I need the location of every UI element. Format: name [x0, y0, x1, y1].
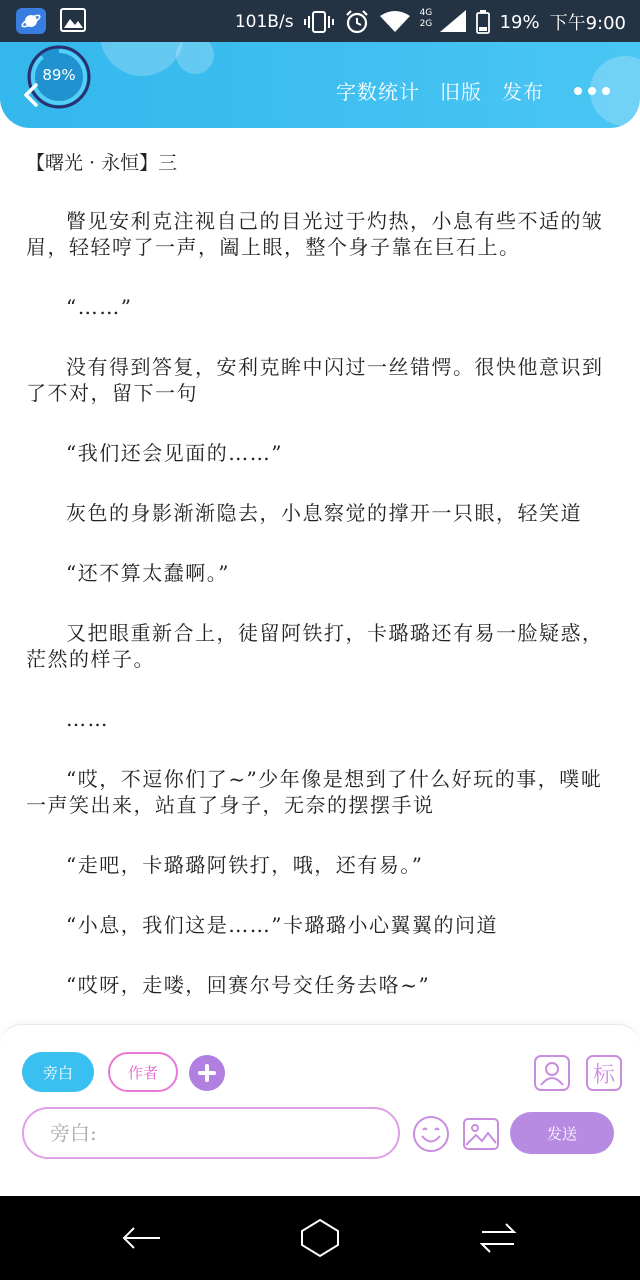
character-card-icon[interactable] [534, 1055, 570, 1091]
word-count-button[interactable]: 字数统计 [336, 80, 420, 104]
paragraph-list [26, 208, 616, 1058]
emoji-icon[interactable] [412, 1115, 450, 1153]
recent-apps-nav-icon[interactable] [476, 1218, 520, 1258]
story-paragraph: “……” [66, 295, 133, 319]
story-paragraph: 又把眼重新合上，徒留阿铁打，卡璐璐还有易一脸疑惑，茫然的样子。 [26, 621, 604, 671]
message-input[interactable] [22, 1107, 400, 1159]
story-paragraph: …… [66, 707, 109, 731]
send-button[interactable]: 发送 [510, 1112, 614, 1154]
navigation-bar [0, 1196, 640, 1280]
publish-button[interactable]: 发布 [502, 80, 544, 104]
story-paragraph: “还不算太蠢啊。” [66, 561, 230, 585]
story-paragraph: “哎呀，走喽，回赛尔号交任务去咯~” [66, 973, 431, 997]
more-icon[interactable] [574, 87, 610, 95]
alarm-icon [344, 10, 370, 34]
battery-icon [476, 10, 490, 34]
vibrate-icon [304, 10, 334, 34]
app-notification-icon [16, 8, 46, 34]
tag-icon[interactable]: 标 [586, 1055, 622, 1091]
progress-percent: 89% [42, 66, 76, 84]
status-bar [0, 0, 640, 42]
decor-bubble [176, 42, 214, 74]
decor-bubble [100, 42, 184, 76]
wifi-icon [380, 10, 410, 34]
story-paragraph: 没有得到答复，安利克眸中闪过一丝错愕。很快他意识到了不对，留下一句 [26, 355, 604, 405]
clock: 下午9:00 [549, 13, 626, 34]
story-paragraph: “小息，我们这是……”卡璐璐小心翼翼的问道 [66, 913, 498, 937]
compose-panel [0, 1024, 640, 1196]
story-paragraph: “哎，不逗你们了~”少年像是想到了什么好玩的事，噗呲一声笑出来，站直了身子，无奈的摆摆手说 [26, 767, 603, 817]
story-paragraph: 瞥见安利克注视自己的目光过于灼热，小息有些不适的皱眉，轻轻哼了一声，阖上眼，整个身子靠在巨石上。 [26, 209, 604, 259]
signal-icon [420, 10, 466, 34]
network-speed: 101B/s [234, 12, 294, 32]
old-version-button[interactable]: 旧版 [440, 80, 482, 104]
add-role-button[interactable] [189, 1055, 225, 1091]
network-type-bottom: 2G [419, 19, 433, 29]
story-content[interactable] [26, 150, 616, 1092]
home-nav-icon[interactable] [298, 1218, 342, 1258]
back-chevron-icon[interactable] [20, 82, 42, 108]
back-nav-icon[interactable] [120, 1218, 164, 1258]
network-type-top: 4G [419, 8, 433, 18]
app-header [0, 42, 640, 128]
battery-percent: 19% [499, 11, 540, 33]
author-role-button[interactable]: 作者 [108, 1052, 178, 1092]
story-paragraph: “我们还会见面的……” [66, 441, 283, 465]
story-paragraph: “走吧，卡璐璐阿铁打，哦，还有易。” [66, 853, 424, 877]
story-paragraph: 灰色的身影渐渐隐去，小息察觉的撑开一只眼，轻笑道 [66, 501, 582, 525]
gallery-notification-icon [60, 8, 86, 32]
narrator-role-button[interactable]: 旁白 [22, 1052, 94, 1092]
image-icon[interactable] [462, 1115, 500, 1153]
chapter-title: 【曙光 · 永恒】三 [26, 152, 178, 174]
